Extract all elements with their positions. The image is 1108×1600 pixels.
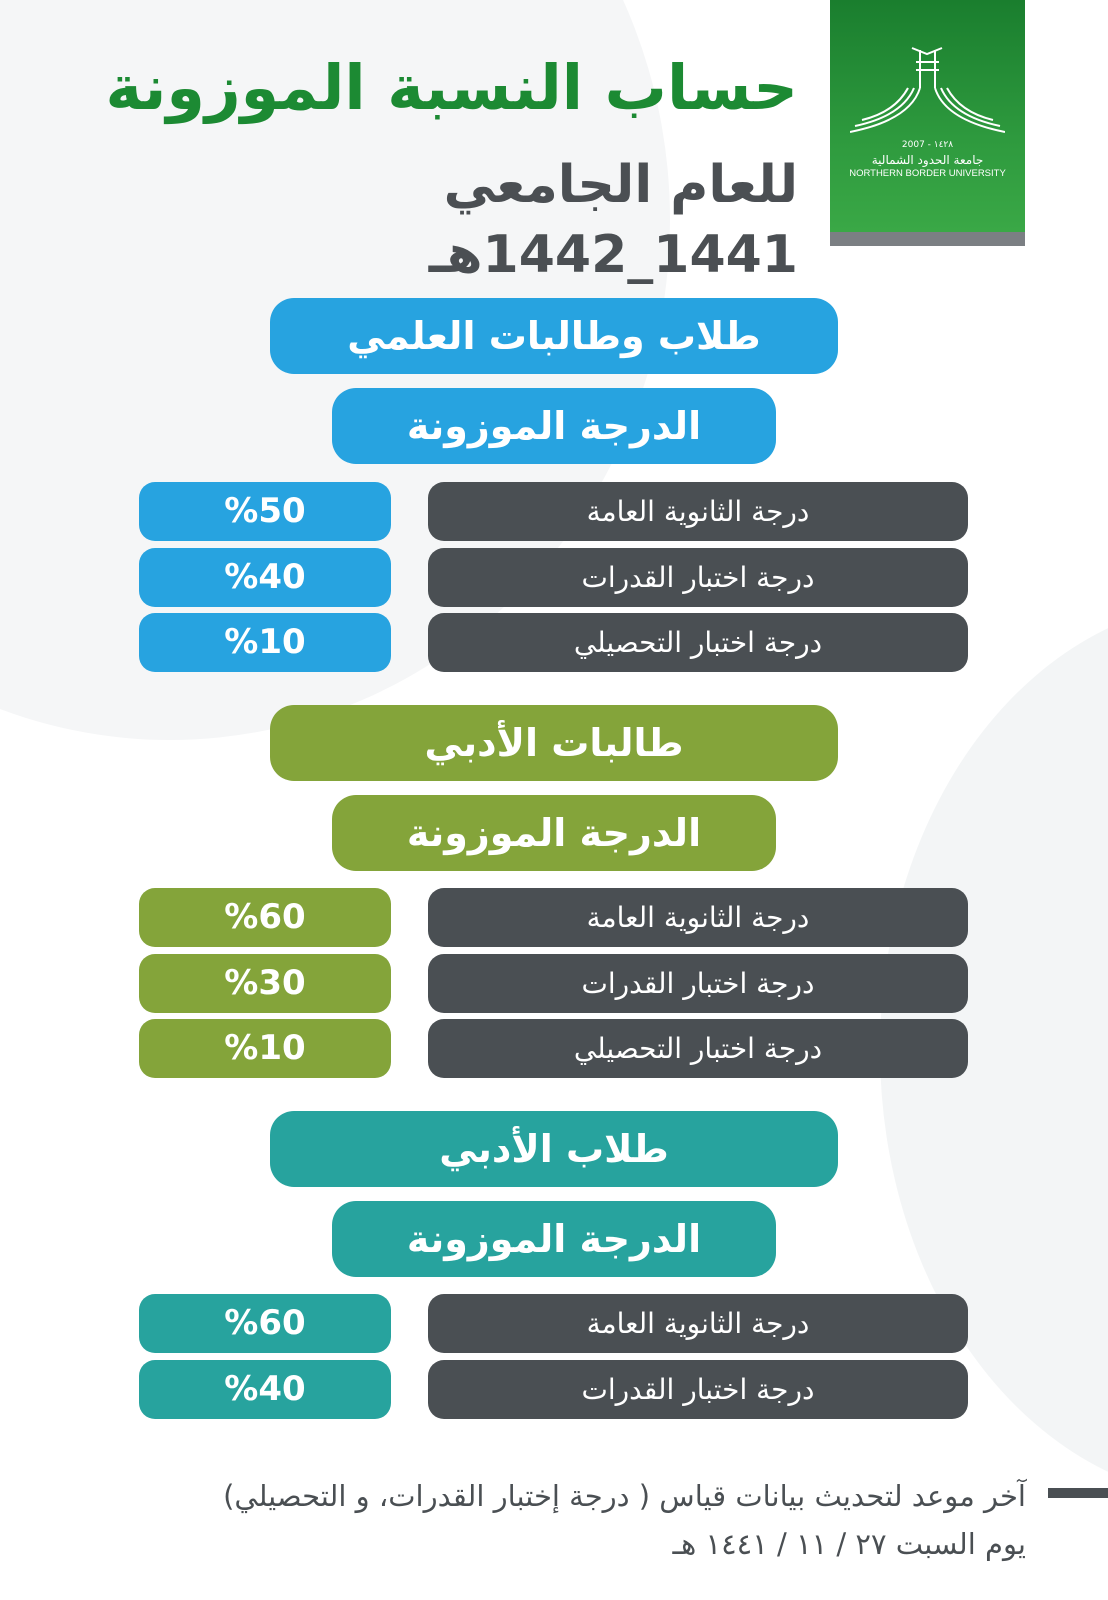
- weighted-grade-pill: الدرجة الموزونة: [332, 1201, 776, 1277]
- criterion-value: %60: [139, 1294, 391, 1353]
- page-title: حساب النسبة الموزونة: [105, 51, 798, 124]
- page-subtitle: للعام الجامعي 1441_1442هـ: [428, 155, 798, 285]
- category-pill-literary-male: طلاب الأدبي: [270, 1111, 838, 1187]
- criterion-label: درجة الثانوية العامة: [428, 1294, 968, 1353]
- criterion-value: %60: [139, 888, 391, 947]
- criterion-label: درجة اختبار القدرات: [428, 1360, 968, 1419]
- criterion-label: درجة اختبار التحصيلي: [428, 1019, 968, 1078]
- criterion-label: درجة اختبار القدرات: [428, 954, 968, 1013]
- criterion-label: درجة اختبار التحصيلي: [428, 613, 968, 672]
- category-pill-literary-female: طالبات الأدبي: [270, 705, 838, 781]
- criterion-value: %40: [139, 1360, 391, 1419]
- criterion-value: %40: [139, 548, 391, 607]
- logo-year: 2007 - ١٤٢٨: [901, 140, 954, 150]
- footer-accent-bar: [1048, 1488, 1108, 1498]
- logo-arabic-name: جامعة الحدود الشمالية: [871, 153, 984, 167]
- criterion-label: درجة اختبار القدرات: [428, 548, 968, 607]
- criterion-value: %50: [139, 482, 391, 541]
- logo-underbar: [830, 232, 1025, 246]
- footer-deadline-text: آخر موعد لتحديث بيانات قياس ( درجة إختبار القدرات، و التحصيلي): [223, 1479, 1026, 1513]
- criterion-label: درجة الثانوية العامة: [428, 482, 968, 541]
- category-pill-scientific: طلاب وطالبات العلمي: [270, 298, 838, 374]
- university-emblem-icon: [850, 40, 1005, 135]
- criterion-label: درجة الثانوية العامة: [428, 888, 968, 947]
- weighted-grade-pill: الدرجة الموزونة: [332, 795, 776, 871]
- criterion-value: %10: [139, 613, 391, 672]
- criterion-value: %30: [139, 954, 391, 1013]
- logo-english-name: NORTHERN BORDER UNIVERSITY: [849, 168, 1006, 179]
- footer-date-text: يوم السبت ٢٧ / ١١ / ١٤٤١ هـ: [672, 1527, 1026, 1561]
- criterion-value: %10: [139, 1019, 391, 1078]
- weighted-grade-pill: الدرجة الموزونة: [332, 388, 776, 464]
